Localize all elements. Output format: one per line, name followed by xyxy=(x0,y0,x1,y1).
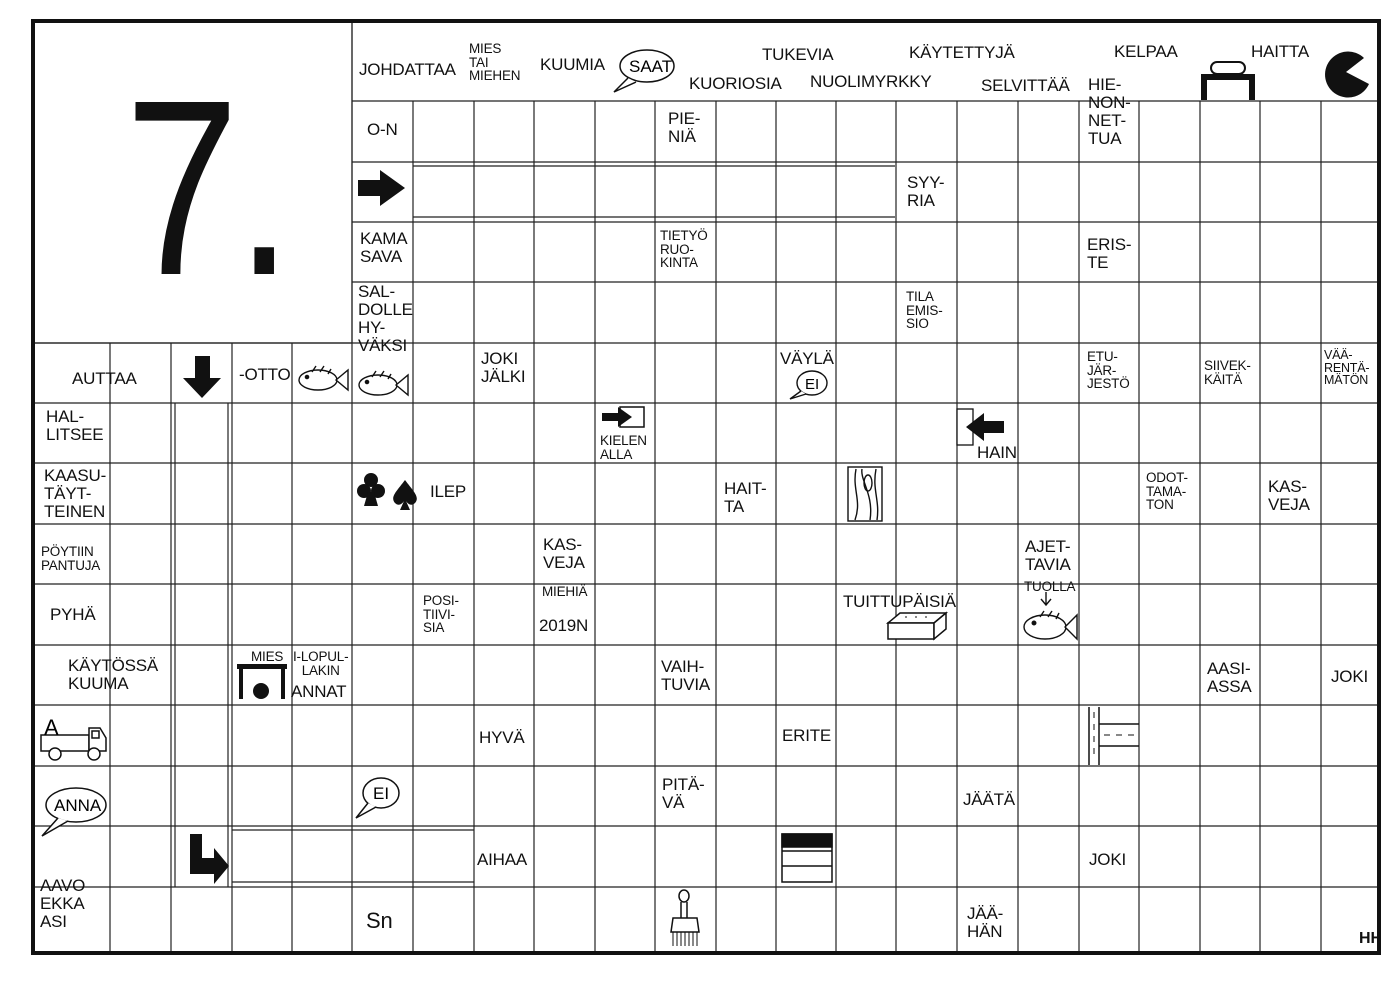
clue-hyva: HYVÄ xyxy=(479,728,525,747)
clue-kaasutayteinen: KAASU- TÄYT- TEINEN xyxy=(44,466,107,521)
paint-brush-icon xyxy=(671,890,699,946)
fish-icon xyxy=(299,366,348,390)
clue-kuumia: KUUMIA xyxy=(540,55,605,74)
clue-joki-jalki: JOKI JÄLKI xyxy=(481,349,526,386)
clue-kielen-alla: KIELEN ALLA xyxy=(600,433,647,462)
clue-nuolimyrkky: NUOLIMYRKKY xyxy=(810,72,932,91)
clue-kelpaa: KELPAA xyxy=(1114,42,1178,61)
clue-ilep: ILEP xyxy=(430,482,467,501)
clue-joki-right: JOKI xyxy=(1331,667,1368,686)
clue-selvittaa: SELVITTÄÄ xyxy=(981,76,1070,95)
clue-hallitsee: HAL- LITSEE xyxy=(46,407,104,444)
clue-ajettavia: AJET- TAVIA xyxy=(1025,537,1071,574)
clue-haitta-mid: HAIT- TA xyxy=(724,479,767,516)
truck-letter: A xyxy=(44,715,59,740)
fish-icon-2 xyxy=(359,371,408,395)
clue-etujarjesto: ETU- JÄR- JESTÖ xyxy=(1087,349,1130,391)
clue-pyha: PYHÄ xyxy=(50,605,96,624)
clue-hienonnettua: HIE- NON- NET- TUA xyxy=(1088,75,1131,148)
clue-poytiin-pantuja: PÖYTIIN PANTUJA xyxy=(41,544,101,573)
club-icon xyxy=(357,473,385,506)
clue-kasveja-right: KAS- VEJA xyxy=(1268,477,1310,514)
clue-tukevia: TUKEVIA xyxy=(762,45,834,64)
clue-2019n: 2019N xyxy=(539,616,589,635)
clue-pienia: PIE- NIÄ xyxy=(668,109,701,146)
clue-vaihtuvia: VAIH- TUVIA xyxy=(661,657,711,694)
clue-syyria: SYY- RIA xyxy=(907,173,945,210)
clue-erite: ERITE xyxy=(782,726,832,745)
arrow-left-icon xyxy=(957,409,1004,445)
clue-annat: ANNAT xyxy=(291,682,347,701)
clue-kuoriosia: KUORIOSIA xyxy=(689,74,782,93)
clue-vaarentamaton: VÄÄ- RENTÄ- MÄTÖN xyxy=(1324,348,1370,387)
speech-bubble-saat-label: SAAT xyxy=(629,57,673,76)
clue-i-lopullakin: I-LOPUL- LAKIN xyxy=(293,649,349,678)
clue-kamasava: KAMA SAVA xyxy=(360,229,408,266)
clue-tuolla: TUOLLA xyxy=(1024,579,1076,594)
arrow-down-icon xyxy=(183,356,221,398)
clue-odottamaton: ODOT- TAMA- TON xyxy=(1146,470,1188,512)
clue-aavo-ekka-asi: AAVO EKKA ASI xyxy=(40,876,86,931)
flag-stripes-icon xyxy=(782,834,832,882)
table-scale-icon xyxy=(1201,62,1255,100)
arrow-turn-right-icon xyxy=(190,834,229,884)
author-signature: HH xyxy=(1359,930,1383,947)
clue-haitta-top: HAITTA xyxy=(1251,42,1309,61)
wood-plank-icon xyxy=(848,467,882,521)
clue-johdattaa: JOHDATTAA xyxy=(359,60,456,79)
speech-bubble-ei-label-2: EI xyxy=(373,784,390,803)
clue-tietyo-ruokinta: TIETYÖ RUO- KINTA xyxy=(660,228,708,270)
fish-icon-3 xyxy=(1024,592,1077,639)
clue-mies: MIES xyxy=(251,649,284,664)
clue-joki-low: JOKI xyxy=(1089,850,1126,869)
clue-jaata: JÄÄTÄ xyxy=(963,790,1015,809)
clue-auttaa: AUTTAA xyxy=(72,369,137,388)
speech-bubble-anna-label: ANNA xyxy=(54,796,102,815)
clue-otto: -OTTO xyxy=(239,365,291,384)
clue-hain: HAIN xyxy=(977,443,1017,462)
road-junction-icon xyxy=(1089,707,1139,765)
clue-tila-emissio: TILA EMIS- SIO xyxy=(906,289,943,331)
clue-kaytettyja: KÄYTETTYJÄ xyxy=(909,43,1015,62)
brick-icon xyxy=(888,613,946,639)
clue-mies-tai-miehen: MIES TAI MIEHEN xyxy=(469,41,521,83)
clue-tuittupaisia: TUITTUPÄISIÄ xyxy=(843,592,956,611)
speech-bubble-ei-label: EI xyxy=(805,376,820,393)
clue-vayla: VÄYLÄ xyxy=(780,349,834,368)
pie-chart-icon xyxy=(1325,52,1369,98)
puzzle-number: 7. xyxy=(125,48,290,327)
clue-kasveja-mid: KAS- VEJA xyxy=(543,535,585,572)
clue-jaahan: JÄÄ- HÄN xyxy=(967,904,1004,941)
clue-o-n: O-N xyxy=(367,120,398,139)
clue-miehia: MIEHIÄ xyxy=(542,584,588,599)
clue-kaytossa-kuuma: KÄYTÖSSÄ KUUMA xyxy=(68,656,159,693)
clue-aihaa: AIHAA xyxy=(477,850,528,869)
clue-positiivisia: POSI- TIIVI- SIA xyxy=(423,593,459,635)
clue-eriste: ERIS- TE xyxy=(1087,235,1132,272)
arrow-right-icon xyxy=(358,170,405,206)
enter-arrow-icon xyxy=(602,407,644,427)
clue-saldolle-hyvaksi: SAL- DOLLE HY- VÄKSI xyxy=(358,282,413,355)
clue-sn: Sn xyxy=(366,908,393,933)
clue-siivekkaita: SIIVEK- KÄITÄ xyxy=(1204,358,1251,387)
table-ball-icon xyxy=(237,664,287,699)
clue-aasiassa: AASI- ASSA xyxy=(1207,659,1252,696)
clue-pitava: PITÄ- VÄ xyxy=(662,775,705,812)
